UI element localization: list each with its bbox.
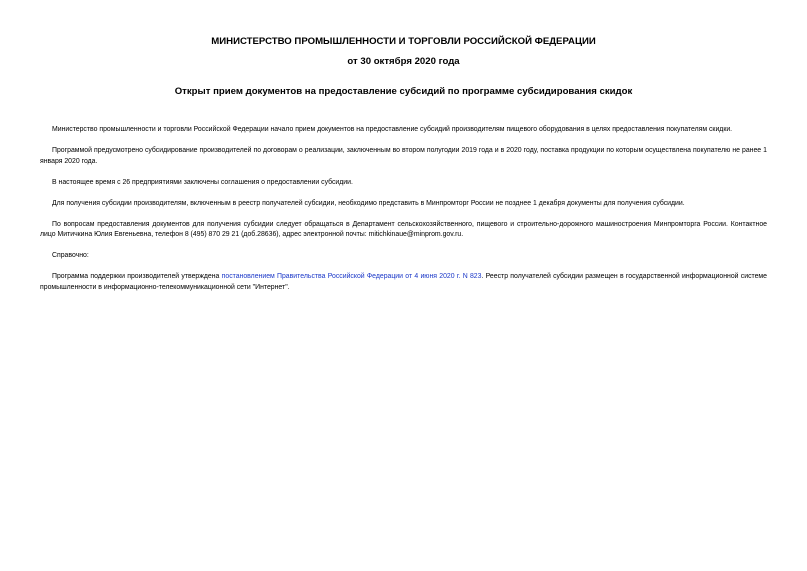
paragraph-announcement: Министерство промышленности и торговли Российской Федерации начало прием документов на предоставление субсидий производителям пищевого оборудования в целях предоставления покупателям скидки. [52,126,733,133]
paragraph-agreements: В настоящее время с 26 предприятиями заключены соглашения о предоставлении субсидии. [52,178,353,186]
paragraph-contacts: По вопросам предоставления документов для получения субсидии следует обращаться в Департамент сельскохозяйственного, пищевого и строительно-дорожного машиностроения Минпромторга России. Контактное лицо Митичкина Юлия Евгеньевна, телефон 8 (495) 870 29 21 (доб.28636), адрес электронной почты: mitichkinaue@minprom.gov.ru. [40,220,767,238]
document-body [40,125,767,304]
document-date: от 30 октября 2020 года [347,56,460,67]
paragraph-program-basis-end: . Реестр получателей субсидии размещен в государственной информационной системе промышленности в информационно-телекоммуникационной сети "Интернет". [40,273,767,291]
ministry-heading: МИНИСТЕРСТВО ПРОМЫШЛЕННОСТИ И ТОРГОВЛИ РОССИЙСКОЙ ФЕДЕРАЦИИ [211,36,596,47]
government-decree-link[interactable]: постановлением Правительства Российской Федерации от 4 июня 2020 г. N 823 [221,273,482,280]
paragraph-program-basis-start: Программа поддержки производителей утверждена [52,273,222,280]
paragraph-program-terms: Программой предусмотрено субсидирование производителей по договорам о реализации, заключенным во втором полугодии 2019 года и в 2020 году, поставка продукции по которым осуществлена покупателю не ранее 1 января 2020 года. [40,147,767,165]
paragraph-deadline: Для получения субсидии производителям, включенным в реестр получателей субсидии, необходимо представить в Минпромторг России не позднее 1 декабря документы для получения субсидии. [52,199,685,207]
paragraph-program-basis [40,272,767,293]
document-title: Открыт прием документов на предоставление субсидий по программе субсидирования скидок [174,86,633,97]
paragraph-reference-label: Справочно: [52,252,89,259]
